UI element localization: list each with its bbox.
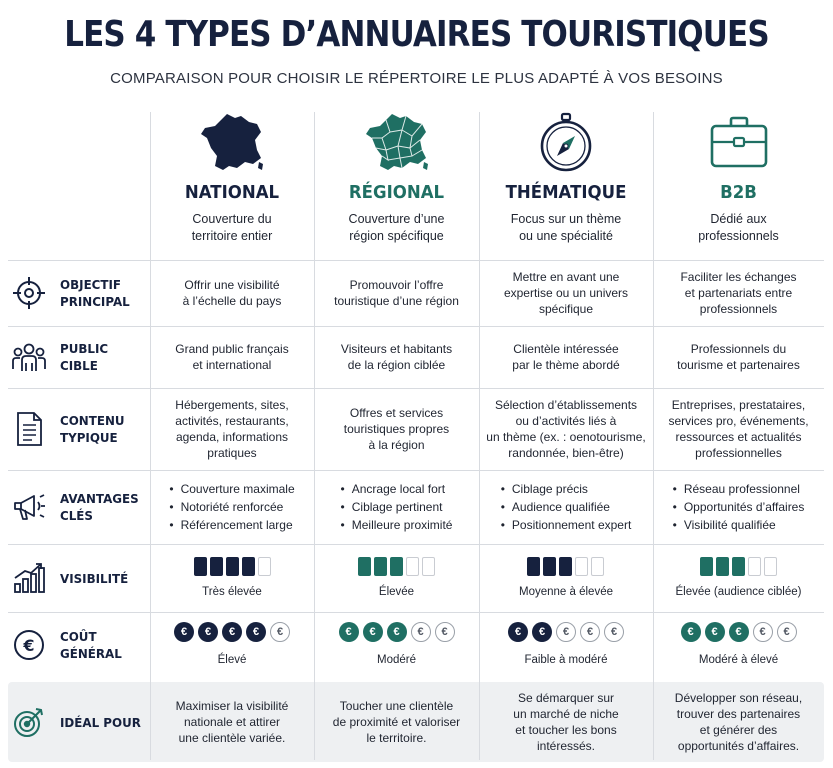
cell-visibilite-regional: Élevée bbox=[314, 544, 479, 612]
column-title: B2B bbox=[720, 182, 757, 203]
euro-coin-empty-icon: € bbox=[580, 622, 600, 642]
euro-coin-filled-icon: € bbox=[174, 622, 194, 642]
row-label-visibilite: VISIBILITÉ bbox=[8, 544, 150, 612]
cell-visibilite-national: Très élevée bbox=[150, 544, 314, 612]
euro-coin-filled-icon: € bbox=[681, 622, 701, 642]
visibility-bar-filled bbox=[716, 557, 729, 576]
cost-level-coins bbox=[174, 622, 290, 642]
visibility-bar-empty bbox=[748, 557, 761, 576]
visibility-bar-empty bbox=[575, 557, 588, 576]
visibility-level-bars bbox=[194, 557, 271, 576]
euro-coin-filled-icon: € bbox=[363, 622, 383, 642]
visibility-bar-empty bbox=[764, 557, 777, 576]
column-thematique bbox=[479, 112, 653, 245]
visibility-bar-empty bbox=[258, 557, 271, 576]
cell-public-b2b: Professionnels du tourisme et partenaires bbox=[677, 342, 800, 372]
euro-coin-empty-icon: € bbox=[777, 622, 797, 642]
visibility-bar-filled bbox=[390, 557, 403, 576]
target-crosshair-icon bbox=[12, 276, 46, 310]
document-icon bbox=[14, 411, 44, 447]
visibility-bar-filled bbox=[358, 557, 371, 576]
cell-contenu-regional: Offres et services touristiques propres à la région bbox=[343, 406, 450, 452]
cell-public-thematique: Clientèle intéressée par le thème abordé bbox=[512, 342, 620, 372]
euro-coin-filled-icon: € bbox=[532, 622, 552, 642]
cell-cout-b2b: € € € € € Modéré à élevé bbox=[653, 612, 824, 678]
cell-objectif-regional: Promouvoir l’offre touristique d’une région bbox=[334, 278, 459, 308]
visibility-level-bars bbox=[358, 557, 435, 576]
cell-contenu-b2b: Entreprises, prestataires, services pro, événements, ressources et actualités professionnelles bbox=[668, 398, 809, 460]
column-regional bbox=[314, 112, 479, 245]
euro-coin-empty-icon: € bbox=[753, 622, 773, 642]
bullseye-arrow-icon bbox=[12, 705, 46, 739]
row-label-objectif: OBJECTIF PRINCIPAL bbox=[8, 260, 150, 326]
cell-contenu-national: Hébergements, sites, activités, restaurants, agenda, informations pratiques bbox=[175, 398, 289, 460]
euro-coin-filled-icon: € bbox=[705, 622, 725, 642]
compass-icon bbox=[531, 112, 601, 174]
row-label-avantages: AVANTAGES CLÉS bbox=[8, 470, 150, 544]
megaphone-icon bbox=[12, 492, 46, 522]
euro-coin-empty-icon: € bbox=[435, 622, 455, 642]
cell-cout-thematique: € € € € € Faible à modéré bbox=[479, 612, 653, 678]
svg-text:€: € bbox=[23, 636, 35, 655]
cell-avantages-thematique: • Ciblage précis • Audience qualifiée • Positionnement expert bbox=[479, 470, 653, 544]
page-subtitle: COMPARAISON POUR CHOISIR LE RÉPERTOIRE LE PLUS ADAPTÉ À VOS BESOINS bbox=[110, 70, 723, 87]
euro-coin-filled-icon: € bbox=[387, 622, 407, 642]
cell-avantages-b2b: • Réseau professionnel • Opportunités d’affaires • Visibilité qualifiée bbox=[653, 470, 824, 544]
column-title: RÉGIONAL bbox=[348, 182, 445, 203]
cell-cout-national: € € € € € Élevé bbox=[150, 612, 314, 678]
cell-contenu-thematique: Sélection d’établissements ou d’activités liés à un thème (ex. : oenotourisme, randonnée, bien-être) bbox=[486, 398, 646, 460]
euro-coin-filled-icon: € bbox=[508, 622, 528, 642]
euro-coin-filled-icon: € bbox=[246, 622, 266, 642]
visibility-bar-empty bbox=[591, 557, 604, 576]
growth-chart-icon bbox=[13, 562, 45, 594]
column-description: Dédié aux professionnels bbox=[698, 212, 779, 243]
column-b2b bbox=[653, 112, 824, 245]
cell-visibilite-b2b: Élevée (audience ciblée) bbox=[653, 544, 824, 612]
visibility-bar-filled bbox=[527, 557, 540, 576]
visibility-level-bars bbox=[527, 557, 604, 576]
row-label-public: PUBLIC CIBLE bbox=[8, 326, 150, 388]
column-title: NATIONAL bbox=[184, 182, 280, 203]
visibility-bar-filled bbox=[559, 557, 572, 576]
cell-avantages-regional: • Ancrage local fort • Ciblage pertinent • Meilleure proximité bbox=[314, 470, 479, 544]
cell-ideal-thematique: Se démarquer sur un marché de niche et toucher les bons intéressés. bbox=[513, 691, 619, 753]
visibility-bar-filled bbox=[374, 557, 387, 576]
cell-cout-regional: € € € € € Modéré bbox=[314, 612, 479, 678]
france-map-icon bbox=[197, 112, 267, 174]
visibility-bar-filled bbox=[700, 557, 713, 576]
cost-level-coins bbox=[508, 622, 624, 642]
visibility-bar-filled bbox=[226, 557, 239, 576]
visibility-bar-filled bbox=[242, 557, 255, 576]
france-regions-map-icon bbox=[362, 112, 432, 174]
euro-coin-empty-icon: € bbox=[604, 622, 624, 642]
visibility-bar-empty bbox=[422, 557, 435, 576]
people-group-icon bbox=[12, 341, 46, 373]
cost-level-coins bbox=[681, 622, 797, 642]
visibility-bar-filled bbox=[543, 557, 556, 576]
column-description: Couverture d’une région spécifique bbox=[348, 212, 445, 243]
euro-coin-filled-icon: € bbox=[198, 622, 218, 642]
visibility-bar-filled bbox=[732, 557, 745, 576]
cell-public-national: Grand public français et international bbox=[175, 342, 289, 372]
page-title: LES 4 TYPES D’ANNUAIRES TOURISTIQUES bbox=[64, 14, 769, 55]
cost-level-coins bbox=[339, 622, 455, 642]
euro-coin-filled-icon: € bbox=[339, 622, 359, 642]
cell-objectif-b2b: Faciliter les échanges et partenariats entre professionnels bbox=[680, 270, 797, 316]
visibility-level-bars bbox=[700, 557, 777, 576]
cell-ideal-b2b: Développer son réseau, trouver des partenaires et générer des opportunités d’affaires. bbox=[674, 691, 803, 753]
cell-visibilite-thematique: Moyenne à élevée bbox=[479, 544, 653, 612]
euro-coin-empty-icon: € bbox=[270, 622, 290, 642]
euro-coin-empty-icon: € bbox=[556, 622, 576, 642]
row-label-cout: € COÛT GÉNÉRAL bbox=[8, 612, 150, 678]
cell-public-regional: Visiteurs et habitants de la région ciblée bbox=[340, 342, 453, 372]
euro-coin-filled-icon: € bbox=[729, 622, 749, 642]
column-title: THÉMATIQUE bbox=[505, 182, 627, 203]
visibility-bar-filled bbox=[210, 557, 223, 576]
cell-avantages-national: • Couverture maximale • Notoriété renforcée • Référencement large bbox=[150, 470, 314, 544]
column-description: Couverture du territoire entier bbox=[191, 212, 273, 243]
comparison-table bbox=[8, 112, 824, 762]
row-label-contenu: CONTENU TYPIQUE bbox=[8, 388, 150, 470]
visibility-bar-empty bbox=[406, 557, 419, 576]
cell-objectif-national: Offrir une visibilité à l’échelle du pays bbox=[182, 278, 282, 308]
column-description: Focus sur un thème ou une spécialité bbox=[510, 212, 622, 243]
column-national bbox=[150, 112, 314, 245]
cell-ideal-national: Maximiser la visibilité nationale et attirer une clientèle variée. bbox=[175, 699, 289, 745]
euro-coin-filled-icon: € bbox=[222, 622, 242, 642]
cell-objectif-thematique: Mettre en avant une expertise ou un univers spécifique bbox=[503, 270, 629, 316]
euro-coin-empty-icon: € bbox=[411, 622, 431, 642]
row-label-ideal: IDÉAL POUR bbox=[8, 682, 150, 762]
briefcase-icon bbox=[704, 112, 774, 174]
visibility-bar-filled bbox=[194, 557, 207, 576]
cell-ideal-regional: Toucher une clientèle de proximité et valoriser le territoire. bbox=[332, 699, 461, 745]
euro-coin-icon bbox=[12, 628, 46, 662]
